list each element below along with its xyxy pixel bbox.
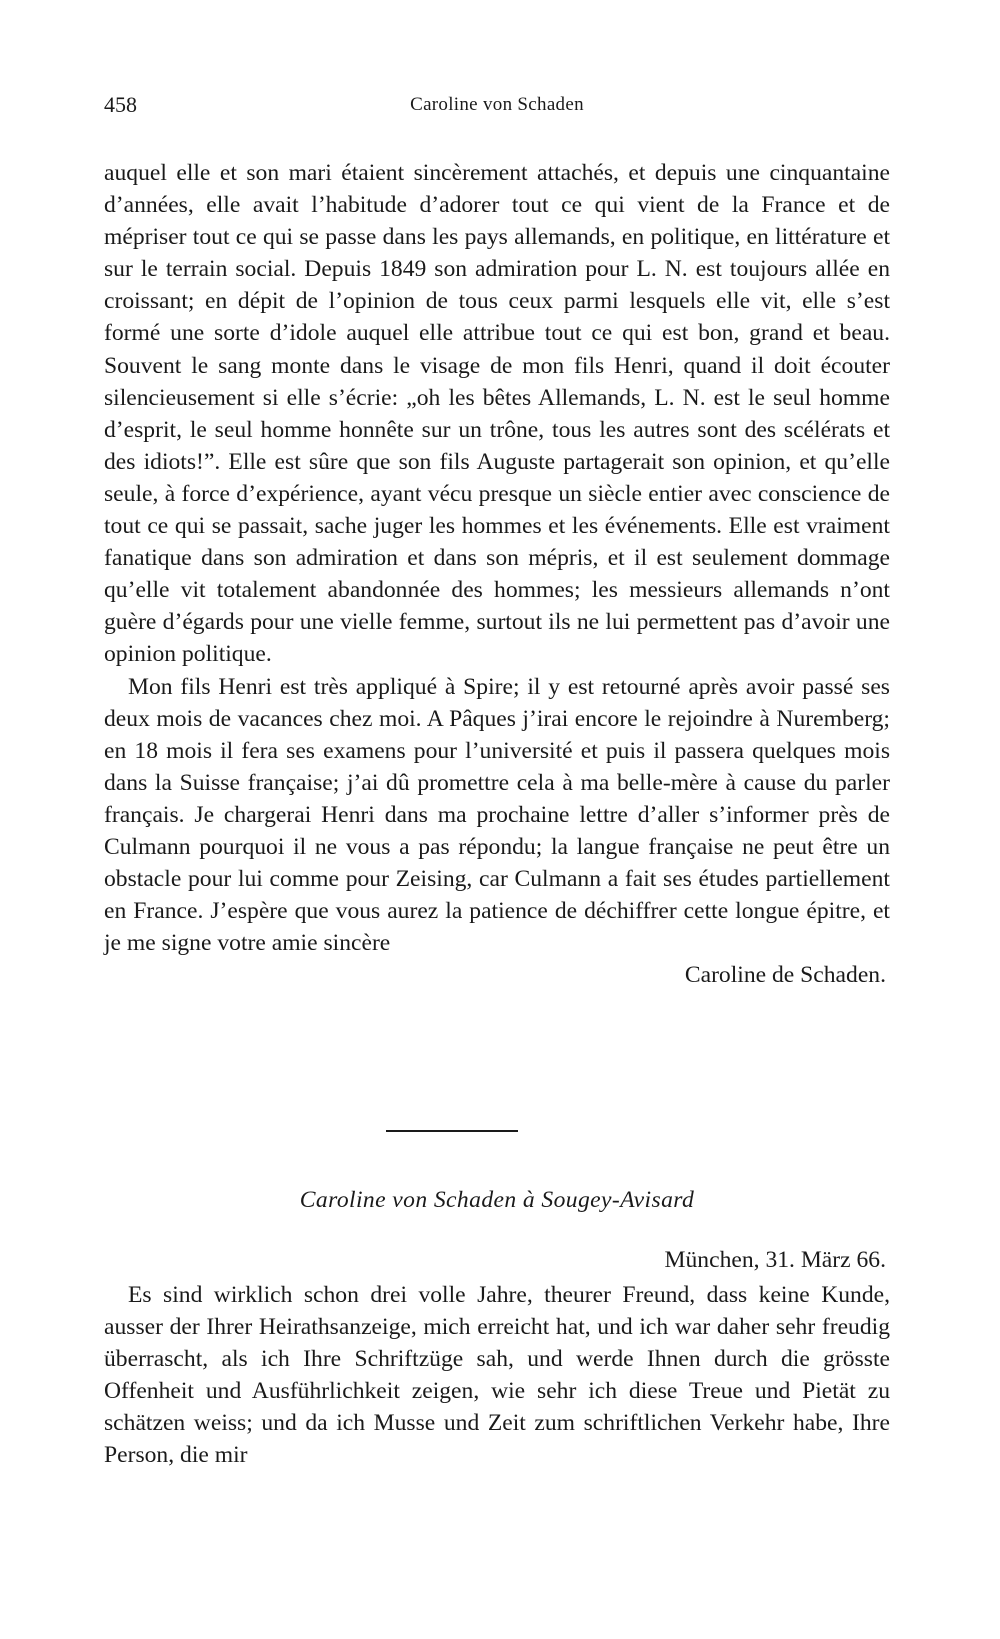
letter-heading: Caroline von Schaden à Sougey-Avisard xyxy=(299,1187,695,1213)
page-number: 458 xyxy=(104,92,137,117)
section-divider xyxy=(386,1130,518,1132)
body-paragraph: Es sind wirklich schon drei volle Jahre, theurer Freund, dass keine Kunde, ausser der Ihrer Heirathsanzeige, mich erreicht hat, und ich war daher sehr freudig überrascht, als ich Ihre Schriftzüge sah, und werde Ihnen durch die grösste Offenheit und Ausführlichkeit zeigen, wie sehr ich diese Treue und Pietät zu schätzen weiss; und da ich Musse und Zeit zum schriftlichen Verkehr habe, Ihre Person, die mir xyxy=(104,1282,890,1469)
letter-1-body xyxy=(104,157,890,991)
body-paragraph: Mon fils Henri est très appliqué à Spire; il y est retourné après avoir passé ses deux mois de vacances chez moi. A Pâques j’irai encore le rejoindre à Nuremberg; en 18 mois il fera ses examens pour l’université et puis il passera quelques mois dans la Suisse française; j’ai dû promettre cela à ma belle-mère à cause du parler français. Je chargerai Henri dans ma prochaine lettre d’aller s’informer près de Culmann pourquoi il ne vous a pas répondu; la langue française ne peut être un obstacle pour lui comme pour Zeising, car Culmann a fait ses études partiellement en France. J’espère que vous aurez la patience de déchiffrer cette longue épitre, et je me signe votre amie sincère xyxy=(104,673,890,957)
letter-signature: Caroline de Schaden. xyxy=(684,962,886,989)
letter-2-body xyxy=(104,1279,890,1472)
letter-dateline: München, 31. März 66. xyxy=(664,1247,886,1273)
page-header xyxy=(104,92,890,122)
running-head: Caroline von Schaden xyxy=(410,94,584,115)
body-paragraph: auquel elle et son mari étaient sincèrement attachés, et depuis une cinquantaine d’années, elle avait l’habitude d’adorer tout ce qui vient de la France et de mépriser tout ce qui se passe dans les pays allemands, en politique, en littérature et sur le terrain social. Depuis 1849 son admiration pour L. N. est toujours allée en croissant; en dépit de l’opinion de tous ceux parmi lesquels elle vit, elle s’est formé une sorte d’idole auquel elle attribue tout ce qui est bon, grand et beau. Souvent le sang monte dans le visage de mon fils Henri, quand il doit écouter silencieusement si elle s’écrie: „oh les bêtes Allemands, L. N. est le seul homme d’esprit, le seul homme honnête sur un trône, tous les autres sont des scélérats et des idiots!”. Elle est sûre que son fils Auguste partagerait son opinion, et qu’elle seule, à force d’expérience, ayant vécu presque un siècle entier avec conscience de tout ce qui se passait, sache juger les hommes et les événements. Elle est vraiment fanatique dans son admiration et dans son mépris, et il est seulement dommage qu’elle vit totalement abandonnée des hommes; les messieurs allemands n’ont guère d’égards pour une vielle femme, surtout ils ne lui permettent pas d’avoir une opinion politique. xyxy=(104,160,890,668)
